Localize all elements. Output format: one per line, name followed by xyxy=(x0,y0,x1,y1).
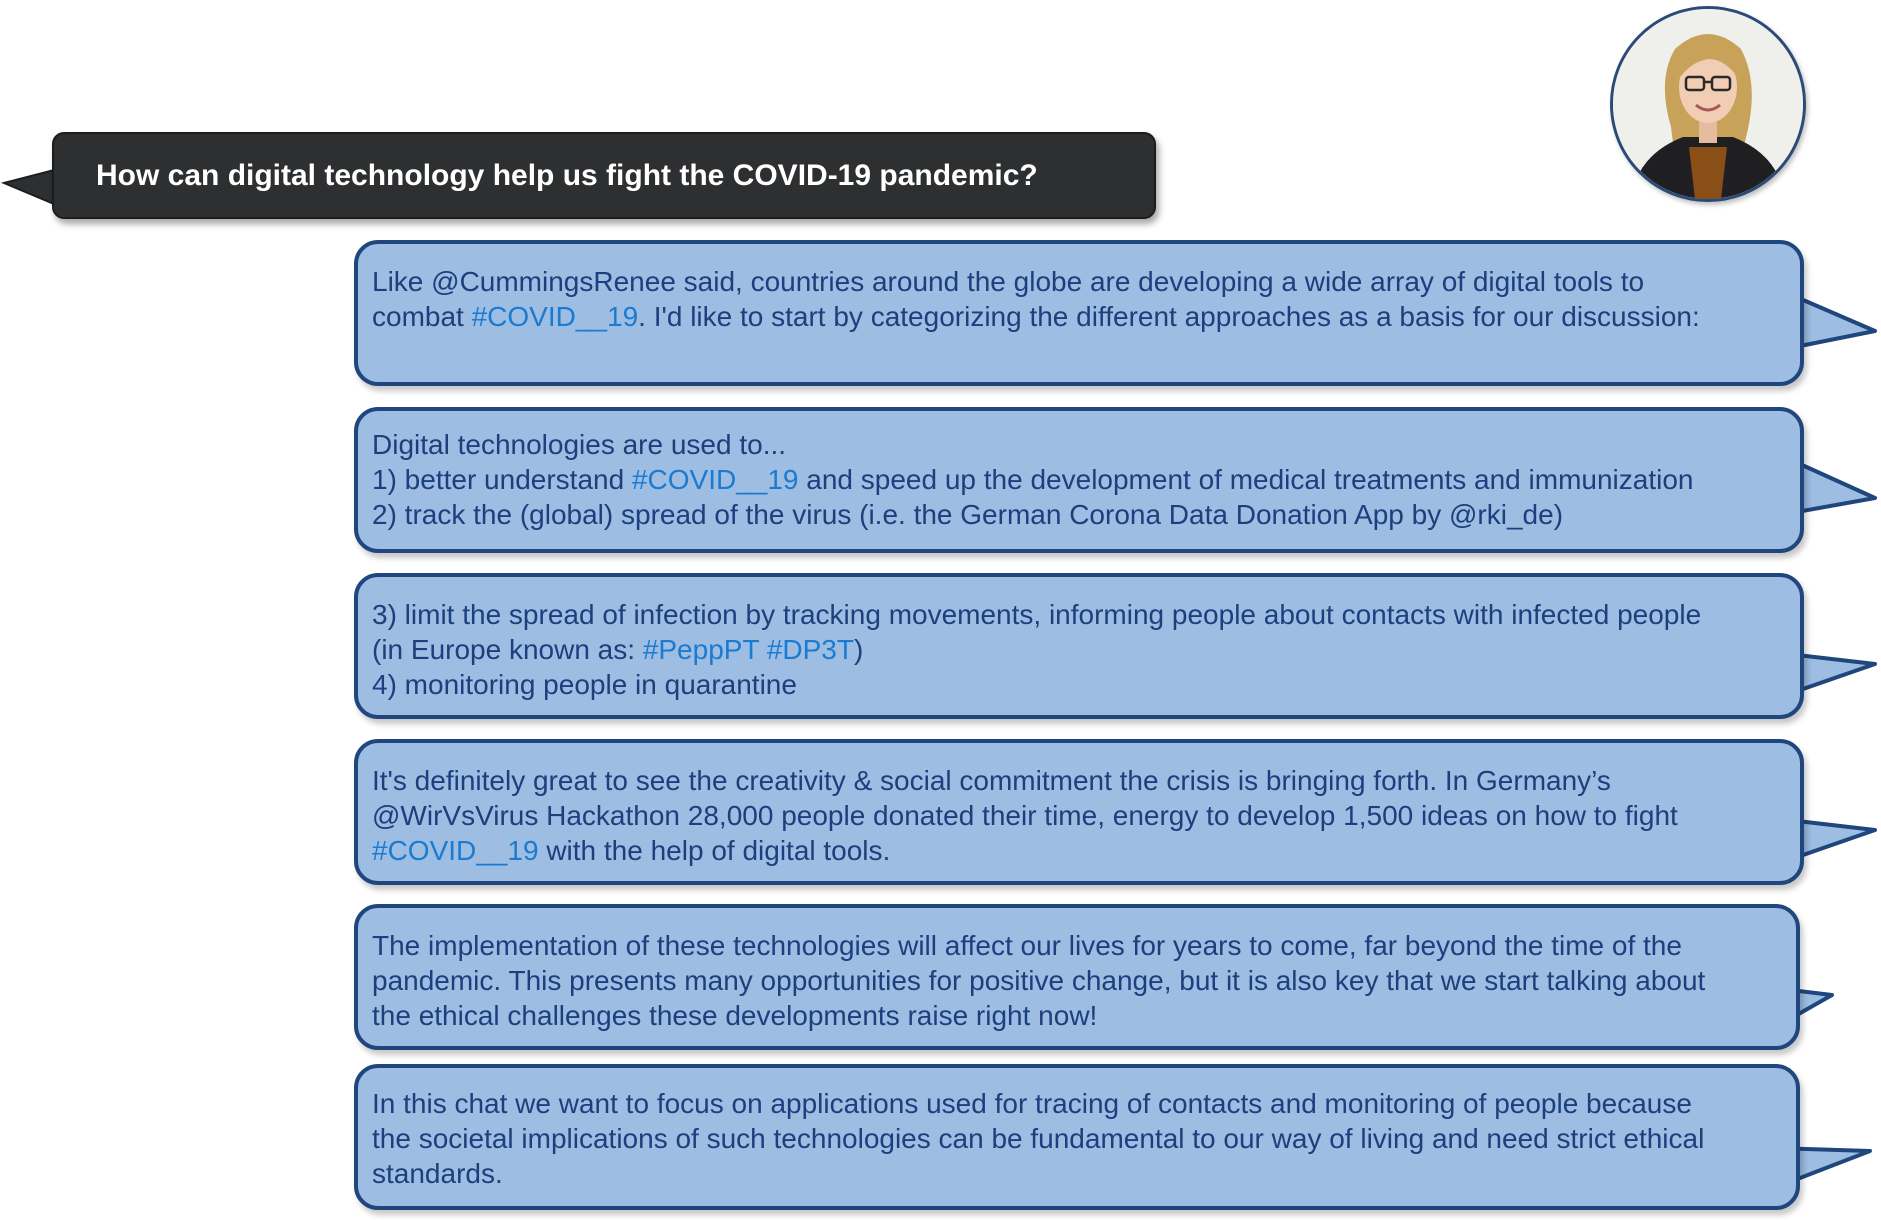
message-bubble xyxy=(350,904,1880,1054)
message-text: Digital technologies are used to... xyxy=(372,429,787,460)
message-bubble xyxy=(350,739,1880,889)
hashtag-link[interactable]: #COVID__19 xyxy=(372,835,539,866)
message-bubble xyxy=(350,240,1880,390)
message-text: the societal implications of such technologies can be fundamental to our way of living and need strict ethical xyxy=(372,1123,1705,1154)
hashtag-link[interactable]: #COVID__19 xyxy=(471,301,639,332)
message-body xyxy=(354,573,1804,719)
message-text: 2) track the (global) spread of the virus (i.e. the German Corona Data Donation App by @rki_de) xyxy=(372,499,1564,530)
message-body xyxy=(354,407,1804,553)
message-body xyxy=(354,240,1804,386)
message-text: with the help of digital tools. xyxy=(538,835,891,866)
avatar xyxy=(1610,6,1806,202)
message-text: 4) monitoring people in quarantine xyxy=(372,669,797,700)
message-body xyxy=(354,904,1800,1050)
message-bubble xyxy=(350,573,1880,723)
message-text: the ethical challenges these developments raise right now! xyxy=(372,1000,1098,1031)
message-body xyxy=(354,1064,1800,1210)
message-text: and speed up the development of medical treatments and immunization xyxy=(798,464,1694,495)
message-text: In this chat we want to focus on applications used for tracing of contacts and monitoring of people because xyxy=(372,1088,1692,1119)
message-text: . I'd like to start by categorizing the different approaches as a basis for our discussion: xyxy=(638,301,1700,332)
hashtag-link[interactable]: #COVID__19 xyxy=(631,464,799,495)
message-text: 3) limit the spread of infection by tracking movements, informing people about contacts with infected people xyxy=(372,599,1702,630)
question-text: How can digital technology help us fight the COVID-19 pandemic? xyxy=(52,132,1156,219)
message-text: Like @CummingsRenee said, countries around the globe are developing a wide array of digital tools to xyxy=(372,266,1645,297)
message-bubble xyxy=(350,1064,1880,1214)
question-callout xyxy=(0,124,1170,234)
message-text: (in Europe known as: xyxy=(372,634,643,665)
message-text: The implementation of these technologies will affect our lives for years to come, far beyond the time of the xyxy=(372,930,1682,961)
message-text: @WirVsVirus Hackathon 28,000 people donated their time, energy to develop 1,500 ideas on how to fight xyxy=(372,800,1678,831)
message-text: pandemic. This presents many opportunities for positive change, but it is also key that we start talking about xyxy=(372,965,1706,996)
message-text: standards. xyxy=(372,1158,503,1189)
avatar-photo xyxy=(1613,9,1803,199)
message-text: combat xyxy=(372,301,472,332)
message-text: 1) better understand xyxy=(372,464,632,495)
message-text: It's definitely great to see the creativity & social commitment the crisis is bringing forth. In Germany’s xyxy=(372,765,1611,796)
message-bubble xyxy=(350,407,1880,557)
message-text: ) xyxy=(853,634,864,665)
hashtag-link[interactable]: #PeppPT #DP3T xyxy=(642,634,854,665)
message-body xyxy=(354,739,1804,885)
